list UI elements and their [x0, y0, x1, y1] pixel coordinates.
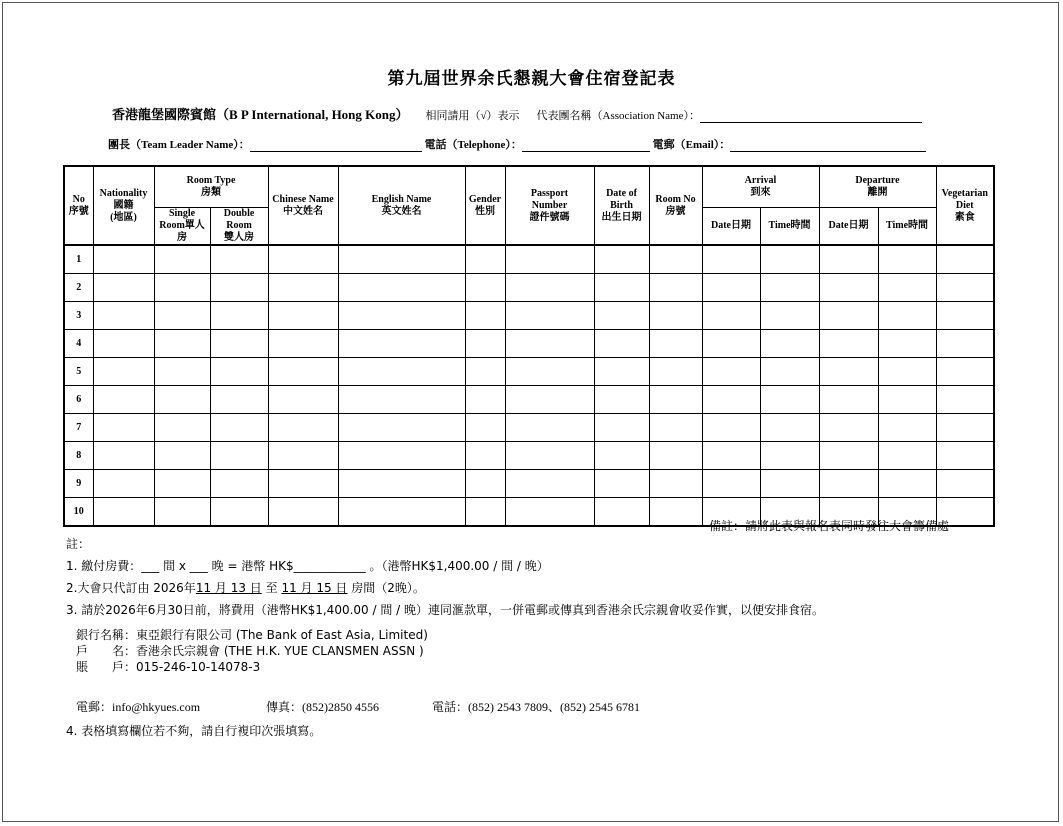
table-cell[interactable] — [465, 330, 505, 358]
table-cell[interactable] — [154, 302, 210, 330]
registration-table — [63, 165, 995, 527]
table-cell[interactable] — [936, 470, 994, 498]
table-cell[interactable] — [268, 498, 338, 527]
table-cell[interactable] — [878, 274, 936, 302]
table-cell[interactable] — [338, 245, 465, 274]
leader-label: 團長（Team Leader Name）： — [108, 139, 250, 151]
table-cell[interactable] — [154, 330, 210, 358]
table-cell[interactable] — [465, 302, 505, 330]
table-cell[interactable] — [819, 302, 878, 330]
table-cell[interactable] — [760, 470, 819, 498]
note-4: 4. 表格填寫欄位若不夠，請自行複印次張填寫。 — [66, 724, 322, 738]
table-cell[interactable] — [702, 414, 760, 442]
table-cell[interactable] — [760, 386, 819, 414]
table-cell[interactable] — [936, 302, 994, 330]
association-label: 代表團名稱（Association Name）： — [536, 110, 700, 122]
table-cell[interactable] — [760, 358, 819, 386]
table-cell[interactable] — [878, 470, 936, 498]
table-cell[interactable] — [878, 358, 936, 386]
table-cell[interactable] — [649, 386, 702, 414]
row-number: 5 — [64, 358, 93, 386]
table-cell[interactable] — [760, 414, 819, 442]
table-cell[interactable] — [936, 358, 994, 386]
bank-info — [76, 627, 428, 675]
remark-text: 備註：請將此表與報名表同時發往大會籌備處 — [709, 519, 950, 533]
table-cell[interactable] — [702, 470, 760, 498]
table-cell[interactable] — [760, 330, 819, 358]
email-label: 電郵（Email）： — [652, 139, 731, 151]
header-passport: Passport Number 證件號碼 — [505, 166, 594, 245]
table-cell[interactable] — [702, 302, 760, 330]
table-cell[interactable] — [819, 442, 878, 470]
table-cell[interactable] — [936, 386, 994, 414]
table-cell[interactable] — [505, 414, 594, 442]
header-single-room: Single Room單人房 — [154, 208, 210, 246]
table-cell[interactable] — [702, 386, 760, 414]
table-cell[interactable] — [878, 386, 936, 414]
table-cell[interactable] — [465, 274, 505, 302]
table-cell[interactable] — [649, 414, 702, 442]
table-cell[interactable] — [649, 358, 702, 386]
table-cell[interactable] — [505, 386, 594, 414]
header-room-no: Room No 房號 — [649, 166, 702, 245]
table-row — [64, 470, 994, 498]
table-cell[interactable] — [93, 358, 154, 386]
table-cell[interactable] — [338, 358, 465, 386]
table-cell[interactable] — [154, 414, 210, 442]
table-row — [64, 386, 994, 414]
table-cell[interactable] — [154, 358, 210, 386]
table-cell[interactable] — [819, 330, 878, 358]
table-cell[interactable] — [338, 274, 465, 302]
table-row — [64, 414, 994, 442]
bank-account-name: 戶 名：香港余氏宗親會 (THE H.K. YUE CLANSMEN ASSN ) — [76, 644, 424, 658]
table-row — [64, 245, 994, 274]
table-cell[interactable] — [702, 330, 760, 358]
table-cell[interactable] — [465, 414, 505, 442]
table-cell[interactable] — [93, 414, 154, 442]
table-cell[interactable] — [594, 245, 649, 274]
table-cell[interactable] — [338, 302, 465, 330]
leader-line — [108, 136, 926, 152]
table-cell[interactable] — [338, 414, 465, 442]
table-cell[interactable] — [93, 498, 154, 527]
bank-name: 銀行名稱：東亞銀行有限公司 (The Bank of East Asia, Limited) — [76, 628, 428, 642]
table-cell[interactable] — [93, 302, 154, 330]
table-cell[interactable] — [594, 358, 649, 386]
table-cell[interactable] — [268, 414, 338, 442]
notes-section — [66, 533, 824, 621]
note-1: 1. 繳付房費：___ 間 x ___ 晚 = 港幣 HK$____________ 。（港幣HK$1,400.00 / 間 / 晚） — [66, 559, 549, 573]
table-cell[interactable] — [93, 330, 154, 358]
note-2-prefix: 2.大會只代訂由 2026年 — [66, 581, 196, 595]
table-cell[interactable] — [93, 386, 154, 414]
table-cell[interactable] — [268, 245, 338, 274]
row-number: 8 — [64, 442, 93, 470]
bank-account-number: 賬 戶：015-246-10-14078-3 — [76, 660, 261, 674]
note-2-mid: 至 — [261, 581, 282, 595]
table-cell[interactable] — [268, 274, 338, 302]
table-cell[interactable] — [649, 442, 702, 470]
table-cell[interactable] — [649, 330, 702, 358]
header-chinese-name: Chinese Name 中文姓名 — [268, 166, 338, 245]
table-cell[interactable] — [702, 358, 760, 386]
header-departure-time: Time時間 — [878, 208, 936, 246]
table-cell[interactable] — [268, 442, 338, 470]
phone-label: 電話（Telephone）： — [424, 139, 522, 151]
row-number: 9 — [64, 470, 93, 498]
contact-email: 電郵：info@hkyues.com — [76, 700, 201, 714]
table-cell[interactable] — [878, 330, 936, 358]
table-row — [64, 302, 994, 330]
table-cell[interactable] — [465, 245, 505, 274]
header-dob: Date of Birth 出生日期 — [594, 166, 649, 245]
table-cell[interactable] — [338, 470, 465, 498]
note-2-to-date: 11 月 15 日 — [281, 581, 348, 595]
notes-label: 註： — [66, 537, 91, 551]
table-cell[interactable] — [505, 498, 594, 527]
table-cell[interactable] — [819, 358, 878, 386]
table-cell[interactable] — [154, 386, 210, 414]
table-cell[interactable] — [210, 470, 268, 498]
table-cell[interactable] — [760, 442, 819, 470]
table-cell[interactable] — [465, 442, 505, 470]
table-cell[interactable] — [819, 274, 878, 302]
table-cell[interactable] — [936, 414, 994, 442]
table-cell[interactable] — [338, 442, 465, 470]
table-cell[interactable] — [268, 330, 338, 358]
table-cell[interactable] — [210, 442, 268, 470]
email-field[interactable] — [730, 139, 926, 152]
leader-field[interactable] — [250, 139, 422, 152]
table-cell[interactable] — [154, 274, 210, 302]
table-cell[interactable] — [505, 470, 594, 498]
table-row — [64, 330, 994, 358]
table-cell[interactable] — [594, 470, 649, 498]
table-cell[interactable] — [210, 302, 268, 330]
table-cell[interactable] — [819, 414, 878, 442]
contact-phone: 電話：(852) 2543 7809、(852) 2545 6781 — [432, 700, 640, 714]
table-cell[interactable] — [505, 245, 594, 274]
table-cell[interactable] — [819, 470, 878, 498]
header-arrival: Arrival 到來 — [702, 166, 819, 208]
contact-line — [76, 698, 640, 715]
table-cell[interactable] — [505, 442, 594, 470]
table-cell[interactable] — [649, 274, 702, 302]
table-cell[interactable] — [93, 274, 154, 302]
header-english-name: English Name 英文姓名 — [338, 166, 465, 245]
table-cell[interactable] — [760, 274, 819, 302]
table-cell[interactable] — [210, 358, 268, 386]
table-cell[interactable] — [154, 470, 210, 498]
table-cell[interactable] — [210, 245, 268, 274]
table-cell[interactable] — [210, 386, 268, 414]
phone-field[interactable] — [522, 139, 650, 152]
header-vegetarian: Vegetarian Diet 素食 — [936, 166, 994, 245]
table-cell[interactable] — [594, 330, 649, 358]
table-cell[interactable] — [465, 386, 505, 414]
table-cell[interactable] — [268, 358, 338, 386]
header-arrival-time: Time時間 — [760, 208, 819, 246]
table-cell[interactable] — [702, 274, 760, 302]
table-cell[interactable] — [505, 302, 594, 330]
table-cell[interactable] — [819, 386, 878, 414]
row-number: 7 — [64, 414, 93, 442]
table-row — [64, 274, 994, 302]
table-cell[interactable] — [154, 442, 210, 470]
table-cell[interactable] — [819, 245, 878, 274]
note-2-from-date: 11 月 13 日 — [195, 581, 262, 595]
table-cell[interactable] — [594, 442, 649, 470]
table-cell[interactable] — [878, 245, 936, 274]
table-cell[interactable] — [760, 245, 819, 274]
table-cell[interactable] — [93, 245, 154, 274]
table-cell[interactable] — [594, 274, 649, 302]
form-title: 第九屆世界余氏懇親大會住宿登記表 — [387, 69, 676, 89]
table-cell[interactable] — [338, 386, 465, 414]
table-cell[interactable] — [505, 358, 594, 386]
table-cell[interactable] — [936, 442, 994, 470]
header-room-type: Room Type 房類 — [154, 166, 268, 208]
table-cell[interactable] — [878, 302, 936, 330]
table-cell[interactable] — [465, 358, 505, 386]
table-cell[interactable] — [594, 414, 649, 442]
table-cell[interactable] — [465, 498, 505, 527]
table-cell[interactable] — [760, 302, 819, 330]
table-cell[interactable] — [649, 470, 702, 498]
table-cell[interactable] — [210, 414, 268, 442]
table-cell[interactable] — [649, 302, 702, 330]
table-cell[interactable] — [268, 470, 338, 498]
hotel-name: 香港龍堡國際賓館（B P International, Hong Kong） — [112, 107, 409, 122]
header-departure: Departure 離開 — [819, 166, 936, 208]
table-cell[interactable] — [505, 330, 594, 358]
table-cell[interactable] — [878, 414, 936, 442]
table-cell[interactable] — [649, 498, 702, 527]
table-cell[interactable] — [93, 442, 154, 470]
table-cell[interactable] — [936, 274, 994, 302]
hotel-line — [112, 104, 922, 123]
header-double-room: Double Room 雙人房 — [210, 208, 268, 246]
table-cell[interactable] — [210, 498, 268, 527]
contact-fax: 傳真：(852)2850 4556 — [266, 700, 379, 714]
table-cell[interactable] — [594, 302, 649, 330]
note-2-suffix: 房間（2晚）。 — [347, 581, 425, 595]
note-2 — [66, 577, 824, 599]
table-cell[interactable] — [154, 498, 210, 527]
row-number: 1 — [64, 245, 93, 274]
table-cell[interactable] — [210, 274, 268, 302]
table-cell[interactable] — [268, 386, 338, 414]
association-field[interactable] — [700, 110, 922, 123]
table-cell[interactable] — [702, 245, 760, 274]
table-cell[interactable] — [93, 470, 154, 498]
table-cell[interactable] — [338, 330, 465, 358]
row-number: 10 — [64, 498, 93, 527]
note-3: 3. 請於2026年6月30日前，將費用（港幣HK$1,400.00 / 間 / 晚）連同滙款單，一併電郵或傳真到香港余氏宗親會收妥作實，以便安排食宿。 — [66, 603, 825, 617]
table-row — [64, 358, 994, 386]
row-number: 4 — [64, 330, 93, 358]
table-cell[interactable] — [594, 498, 649, 527]
table-cell[interactable] — [702, 442, 760, 470]
table-cell[interactable] — [154, 245, 210, 274]
table-cell[interactable] — [594, 386, 649, 414]
table-row — [64, 442, 994, 470]
table-cell[interactable] — [649, 245, 702, 274]
header-arrival-date: Date日期 — [702, 208, 760, 246]
tick-note: 相同請用（√）表示 — [425, 110, 520, 122]
table-body — [64, 245, 994, 526]
header-nationality: Nationality 國籍 (地區) — [93, 166, 154, 245]
table-cell[interactable] — [505, 274, 594, 302]
table-cell[interactable] — [936, 245, 994, 274]
table-cell[interactable] — [210, 330, 268, 358]
row-number: 3 — [64, 302, 93, 330]
table-cell[interactable] — [878, 442, 936, 470]
header-no: No 序號 — [64, 166, 93, 245]
header-departure-date: Date日期 — [819, 208, 878, 246]
row-number: 2 — [64, 274, 93, 302]
row-number: 6 — [64, 386, 93, 414]
table-cell[interactable] — [268, 302, 338, 330]
header-gender: Gender 性別 — [465, 166, 505, 245]
table-cell[interactable] — [936, 330, 994, 358]
table-cell[interactable] — [338, 498, 465, 527]
table-cell[interactable] — [465, 470, 505, 498]
